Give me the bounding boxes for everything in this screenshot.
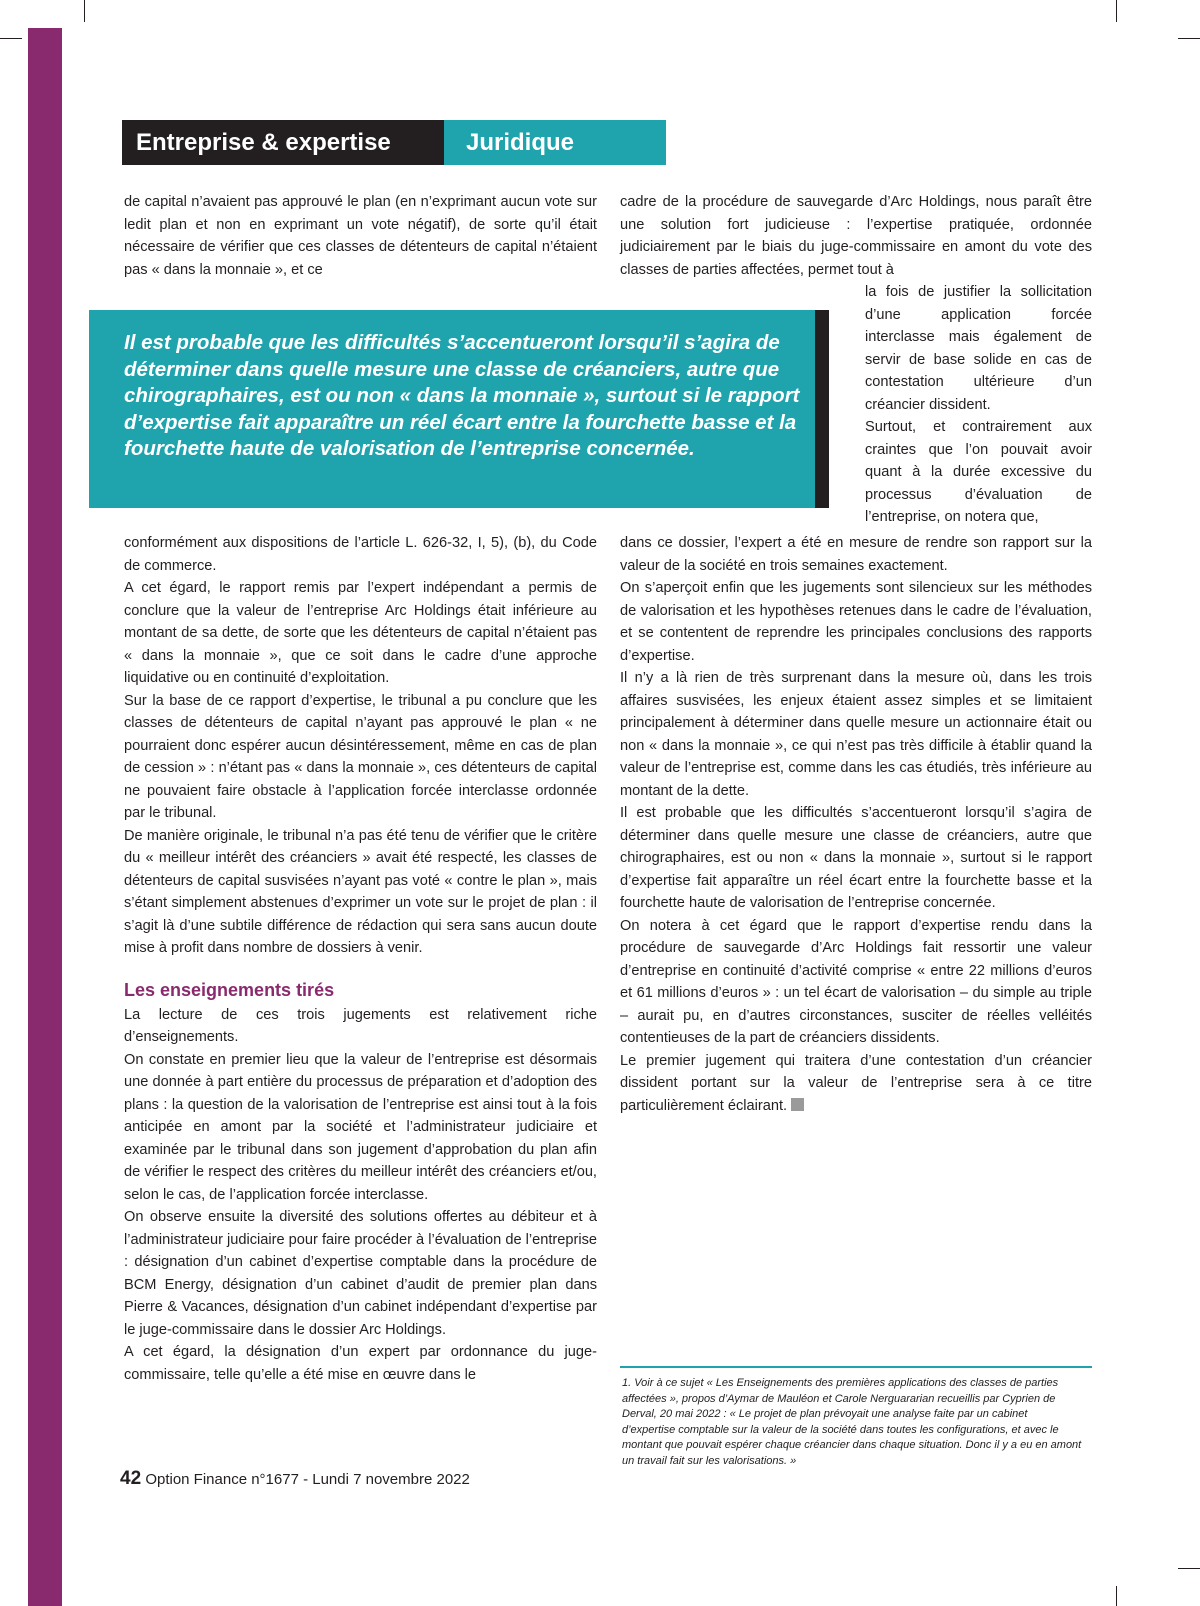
paragraph: On s’aperçoit enfin que les jugements sont silencieux sur les méthodes de valorisation et les hypothèses retenues dans le cadre de l’évaluation, et se contentent de reprendre les principales conclusions des rapports d’expertise. <box>620 580 1092 664</box>
paragraph: A cet égard, le rapport remis par l’expert indépendant a permis de conclure que la valeur de l’entreprise Arc Holdings était inférieure au montant de sa dette, de sorte que les détenteurs de capital n’étaient pas « dans la monnaie », que ce soit dans le cadre d’une approche liquidative ou en continuité d’exploitation. <box>124 580 597 686</box>
paragraph: On notera à cet égard que le rapport d’expertise rendu dans la procédure de sauvegarde d’Arc Holdings fait ressortir une valeur d’entreprise en continuité d’activité comprise « entre 22 millions d’euros et 61 millions d’euros » : un tel écart de valorisation – du simple au triple – aurait pu, en d’autres circonstances, susciter de réelles velléités contentieuses de la part de créanciers dissidents. <box>620 917 1092 1046</box>
end-mark-icon <box>791 1098 804 1111</box>
pull-quote-text: Il est probable que les difficultés s’accentueront lorsqu’il s’agira de déterminer dans quelle mesure une classe de créanciers, autre que chirographaires, est ou non « dans la monnaie », surtout si le rapport d’expertise fait apparaître un réel écart entre la fourchette basse et la fourchette haute de valorisation de l’entreprise concernée. <box>124 331 800 460</box>
last-paragraph <box>620 1050 1092 1118</box>
publication-info: Option Finance n°1677 - Lundi 7 novembre 2022 <box>145 1471 470 1488</box>
section-header: Entreprise & expertise <box>122 120 444 165</box>
crop-mark <box>1116 0 1117 22</box>
crop-mark <box>1116 1586 1117 1606</box>
paragraph: conformément aux dispositions de l’article L. 626-32, I, 5), (b), du Code de commerce. <box>124 535 597 574</box>
page-number: 42 <box>120 1468 142 1489</box>
right-column <box>620 532 1092 1117</box>
crop-mark <box>84 0 85 22</box>
paragraph-text: Le premier jugement qui traitera d’une contestation d’un créancier dissident portant sur la valeur de l’entreprise sera à ce titre particulièrement éclairant. <box>620 1052 1092 1114</box>
section-title: Les enseignements tirés <box>124 979 335 1000</box>
top-left-text <box>124 191 597 281</box>
narrow-right-text <box>865 281 1092 529</box>
paragraph: De manière originale, le tribunal n’a pas été tenu de vérifier que le critère du « meilleur intérêt des créanciers » avait été respecté, les classes de détenteurs de capital susvisées n’ayant pas voté « contre le plan », mais s’étant simplement abstenues d’exprimer un vote sur le projet de plan : il s’agit là d’une subtile différence de rédaction qui sera sans aucun doute mise à profit dans nombre de dossiers à venir. <box>124 827 597 956</box>
crop-mark <box>0 38 22 39</box>
paragraph: Surtout, et contrairement aux craintes que l’on pouvait avoir quant à la durée excessive du processus d’évaluation de l’entreprise, on notera que, <box>865 419 1092 525</box>
paragraph: dans ce dossier, l’expert a été en mesure de rendre son rapport sur la valeur de la société en trois semaines exactement. <box>620 535 1092 574</box>
crop-mark <box>1178 38 1200 39</box>
footnote-rule <box>620 1366 1092 1368</box>
paragraph: On observe ensuite la diversité des solutions offertes au débiteur et à l’administrateur judiciaire pour faire procéder à l’évaluation de l’entreprise : désignation d’un cabinet d’expertise comptable dans la procédure de BCM Energy, désignation d’un cabinet d’audit de premier plan dans Pierre & Vacances, désignation d’un cabinet indépendant d’expertise par le juge-commissaire dans le dossier Arc Holdings. <box>124 1209 597 1338</box>
paragraph: Sur la base de ce rapport d’expertise, le tribunal a pu conclure que les classes de détenteurs de capital n’ayant pas approuvé le plan « ne pourraient donc espérer aucun désintéressement, même en cas de plan de cession » : n’étant pas « dans la monnaie », ces détenteurs de capital ne pouvaient faire obstacle à l’application forcée interclasse ordonnée par le tribunal. <box>124 692 597 821</box>
side-accent-bar <box>28 28 62 1606</box>
paragraph: la fois de justifier la sollicitation d’une application forcée interclasse mais également de servir de base solide en cas de contestation ultérieure d’un créancier dissident. <box>865 284 1092 413</box>
paragraph: de capital n’avaient pas approuvé le plan (en n’exprimant aucun vote sur ledit plan et non en exprimant un vote négatif), de sorte qu’il était nécessaire de vérifier que ces classes de détenteurs de capital n’étaient pas « dans la monnaie », et ce <box>124 194 597 278</box>
paragraph: On constate en premier lieu que la valeur de l’entreprise est désormais une donnée à part entière du processus de préparation et d’adoption des plans : la question de la valorisation de l’entreprise est ainsi tout à la fois anticipée en amont par la société et l’administrateur judiciaire et examinée par le tribunal dans son jugement d’approbation du plan afin de vérifier le respect des critères du meilleur intérêt des créanciers et/ou, selon le cas, de l’application forcée interclasse. <box>124 1051 597 1203</box>
paragraph: A cet égard, la désignation d’un expert par ordonnance du juge-commissaire, telle qu’elle a été mise en œuvre dans le <box>124 1344 597 1383</box>
paragraph: Il est probable que les difficultés s’accentueront lorsqu’il s’agira de déterminer dans quelle mesure une classe de créanciers, autre que chirographaires, est ou non « dans la monnaie », surtout si le rapport d’expertise fait apparaître un réel écart entre la fourchette basse et la fourchette haute de valorisation de l’entreprise concernée. <box>620 805 1092 911</box>
paragraph: Il n’y a là rien de très surprenant dans la mesure où, dans les trois affaires susvisées, les enjeux étaient assez simples et se limitaient principalement à déterminer dans quelle mesure un actionnaire était ou non « dans la monnaie », ce qui n’est pas très difficile à établir quand la valeur de l’entreprise est, comme dans les cas étudiés, très inférieure au montant de la dette. <box>620 670 1092 799</box>
paragraph: cadre de la procédure de sauvegarde d’Arc Holdings, nous paraît être une solution fort judicieuse : l’expertise pratiquée, ordonnée judiciairement par le biais du juge-commissaire en amont du vote des classes de parties affectées, permet tout à <box>620 194 1092 278</box>
category-header: Juridique <box>444 120 666 165</box>
page-footer <box>120 1468 620 1491</box>
crop-mark <box>1178 1568 1200 1569</box>
footnote: 1. Voir à ce sujet « Les Enseignements des premières applications des classes de parties affectées », propos d’Aymar de Mauléon et Carole Nerguararian recueillis par Cyprien de Derval, 20 mai 2022 : « Le projet de plan prévoyait une analyse faite par un cabinet d’expertise comptable sur la valeur de la société dans toutes les configurations, et avec le montant que pouvait espérer chaque créancier dans chaque situation. Donc il y a eu en amont un travail fait sur les valorisations. » <box>622 1377 1082 1467</box>
top-right-text <box>620 191 1092 281</box>
left-column <box>124 532 597 1386</box>
paragraph: La lecture de ces trois jugements est relativement riche d’enseignements. <box>124 1006 597 1045</box>
